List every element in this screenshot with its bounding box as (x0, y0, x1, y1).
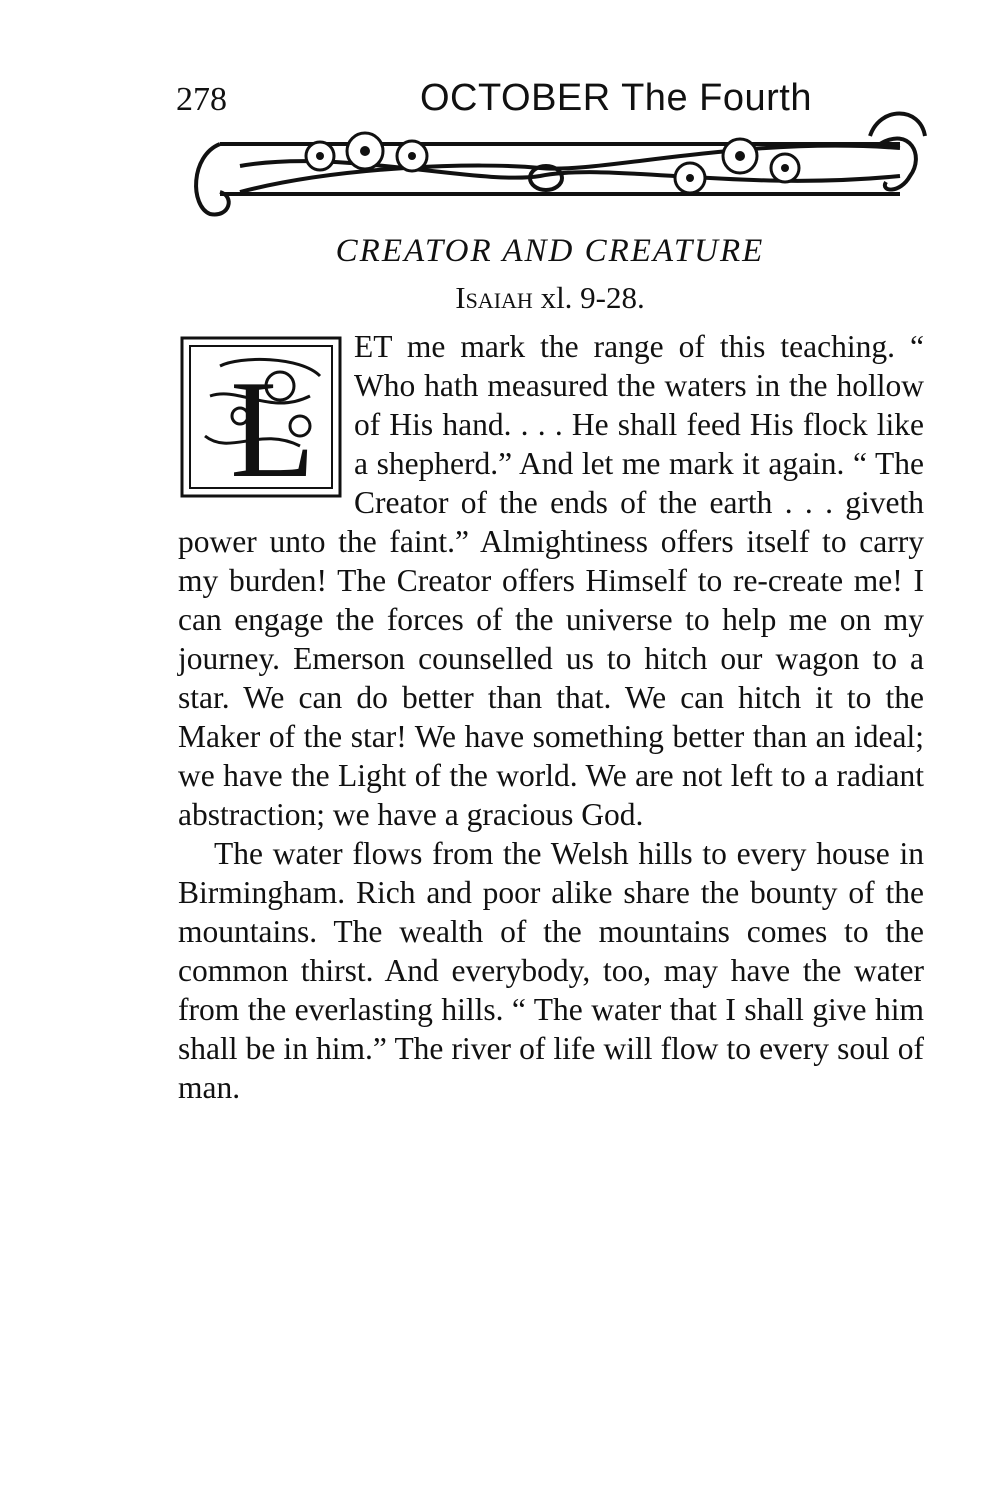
running-head-month: OCTOBER (420, 77, 611, 119)
scripture-reference (0, 279, 1000, 317)
reference-verses: xl. 9-28. (540, 280, 645, 315)
reference-book: Isaiah (455, 280, 533, 315)
paragraph-2: The water flows from the Welsh hills to every house in Birmingham. Rich and poor alike share the bounty of the mountains. The wealth of the mountains comes to the common thirst. And everybody, too, may have the water from the everlasting hills. “ The water that I shall give him shall be in him.” The river of life will flow to every soul of man. (178, 836, 924, 1105)
drop-cap-letter: L (230, 352, 316, 498)
chapter-title: CREATOR AND CREATURE (335, 233, 765, 269)
paragraph-1: ET me mark the range of this teaching. “ Who hath measured the waters in the hollow of His hand. . . . He shall feed His flock like a shepherd.” And let me mark it again. “ The Creator of the ends of the earth . . . giveth power unto the faint.” Almightiness offers itself to carry my burden! The Creator offers Himself to re-create me! I can engage the forces of the universe to help me on my journey. Emerson counselled us to hitch our wagon to a star. We can do better than that. We can hitch it to the Maker of the star! We have something better than an ideal; we have the Light of the world. We are not left to a radiant abstraction; we have a gracious God. (178, 329, 924, 832)
page-number: 278 (176, 81, 227, 118)
body-text (178, 327, 924, 1107)
floral-ornament-banner (180, 96, 930, 226)
drop-cap-spacer (178, 327, 354, 517)
running-head-day: The Fourth (621, 77, 812, 119)
